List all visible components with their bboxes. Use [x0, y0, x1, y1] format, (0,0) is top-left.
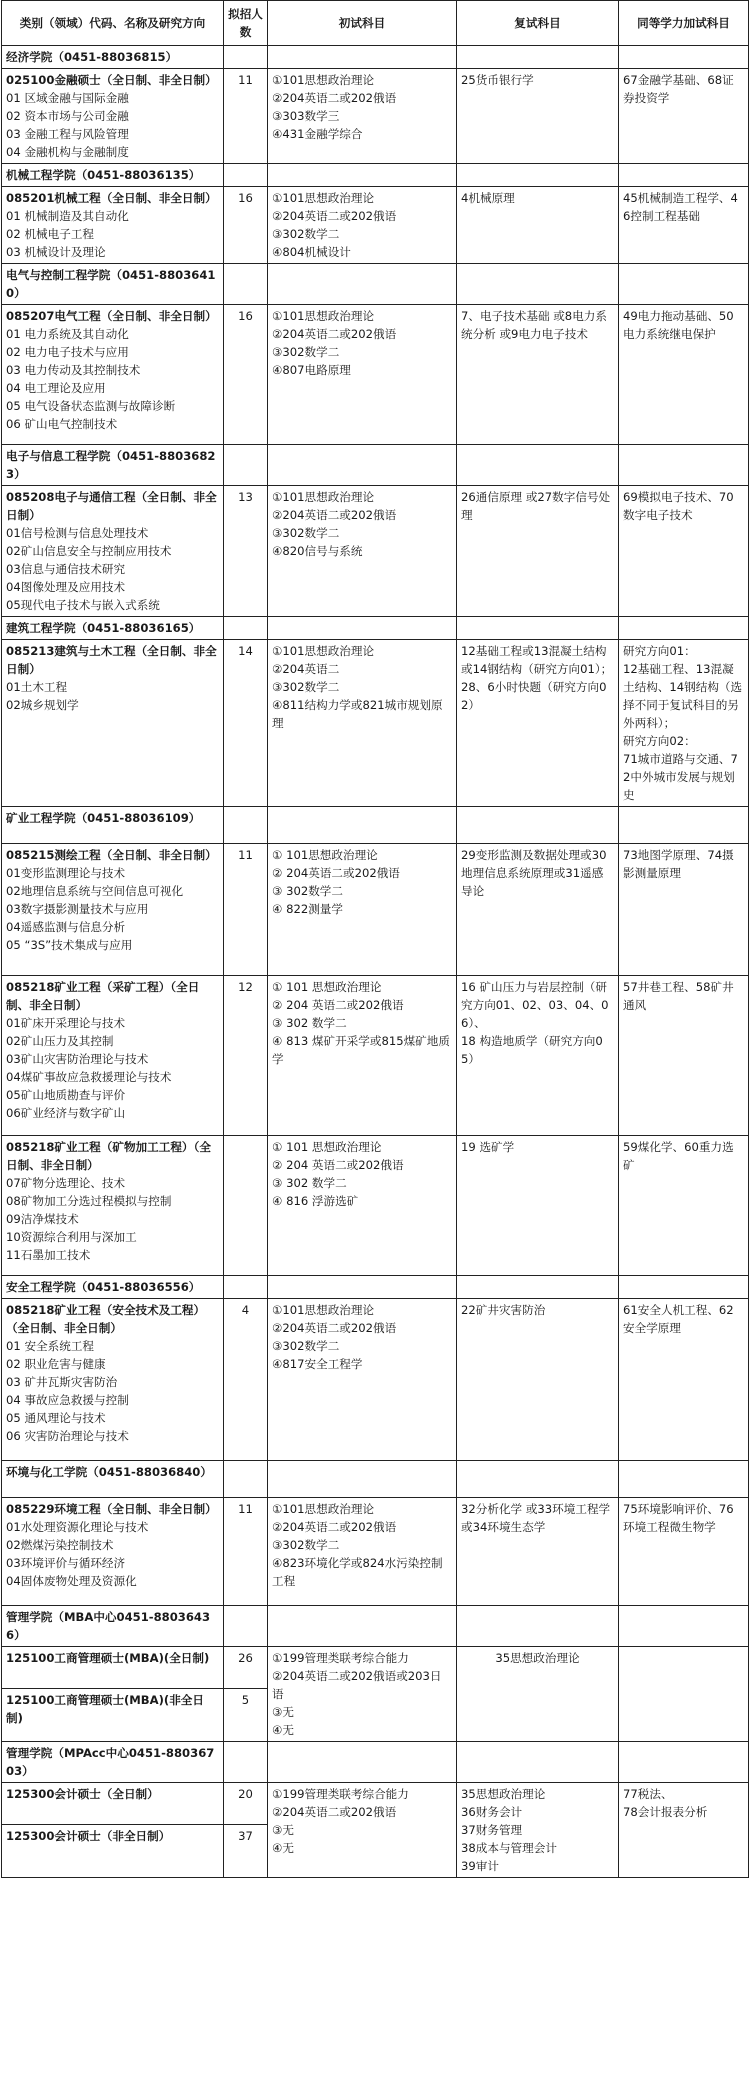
retest-cell: [457, 305, 619, 445]
extra-cell: [619, 640, 749, 807]
major-cell: [2, 640, 224, 807]
cell-line: 04固体废物处理及资源化: [6, 1574, 137, 1588]
retest-cell: [457, 976, 619, 1136]
major-cell: [2, 1136, 224, 1276]
cell-line: 01 电力系统及其自动化: [6, 327, 129, 341]
cell-line: ②204英语二或202俄语: [272, 327, 397, 341]
extra-cell: [619, 187, 749, 264]
major-row: [2, 1136, 749, 1276]
department-name: 电气与控制工程学院（0451-88036410）: [2, 264, 224, 305]
cell-line: 35思想政治理论: [495, 1651, 580, 1665]
cell-line: 08矿物加工分选过程模拟与控制: [6, 1194, 172, 1208]
cell-line: 37财务管理: [461, 1823, 523, 1837]
major-title: 085218矿业工程（安全技术及工程）（全日制、非全日制）: [6, 1303, 206, 1335]
quota-cell: 11: [224, 844, 268, 976]
quota-cell: 4: [224, 1299, 268, 1461]
cell-line: 67金融学基础、68证券投资学: [623, 73, 734, 105]
empty-cell: [268, 1461, 457, 1498]
cell-line: 03 矿井瓦斯灾害防治: [6, 1375, 118, 1389]
cell-line: 11石墨加工技术: [6, 1248, 91, 1262]
prelim-cell: [268, 486, 457, 617]
cell-line: 06 矿山电气控制技术: [6, 417, 118, 431]
cell-line: 02矿山压力及其控制: [6, 1034, 114, 1048]
empty-cell: [268, 164, 457, 187]
cell-line: 28、6小时快题（研究方向02）: [461, 680, 607, 712]
cell-line: ④820信号与系统: [272, 544, 363, 558]
extra-cell: [619, 1783, 749, 1878]
extra-cell: [619, 486, 749, 617]
cell-line: 61安全人机工程、62安全学原理: [623, 1303, 734, 1335]
major-title: 085208电子与通信工程（全日制、非全日制）: [6, 490, 217, 522]
cell-line: ④ 813 煤矿开采学或815煤矿地质学: [272, 1034, 450, 1066]
cell-line: 01土木工程: [6, 680, 68, 694]
prelim-cell: [268, 305, 457, 445]
empty-cell: [457, 1742, 619, 1783]
cell-line: ③302数学二: [272, 1538, 340, 1552]
department-row: [2, 445, 749, 486]
extra-cell: [619, 844, 749, 976]
quota-cell: 26: [224, 1647, 268, 1689]
cell-line: 04 金融机构与金融制度: [6, 145, 129, 159]
prelim-cell: [268, 1299, 457, 1461]
cell-line: 78会计报表分析: [623, 1805, 708, 1819]
cell-line: ④ 816 浮游选矿: [272, 1194, 359, 1208]
cell-line: 01变形监测理论与技术: [6, 866, 126, 880]
quota-cell: 14: [224, 640, 268, 807]
empty-cell: [268, 617, 457, 640]
cell-line: 59煤化学、60重力选矿: [623, 1140, 734, 1172]
cell-line: ③无: [272, 1705, 294, 1719]
major-row: [2, 69, 749, 164]
empty-cell: [619, 1461, 749, 1498]
quota-cell: 37: [224, 1824, 268, 1877]
major-title: 085229环境工程（全日制、非全日制）: [6, 1502, 217, 1516]
cell-line: 03 机械设计及理论: [6, 245, 106, 259]
cell-line: ②204英语二: [272, 662, 340, 676]
empty-cell: [619, 264, 749, 305]
retest-cell: [457, 844, 619, 976]
cell-line: ②204英语二或202俄语: [272, 1520, 397, 1534]
cell-line: 07矿物分选理论、技术: [6, 1176, 126, 1190]
major-cell: [2, 844, 224, 976]
empty-cell: [457, 445, 619, 486]
quota-cell: 11: [224, 1498, 268, 1606]
cell-line: ②204英语二或202俄语: [272, 91, 397, 105]
empty-cell: [224, 807, 268, 844]
empty-cell: [268, 1276, 457, 1299]
empty-cell: [224, 445, 268, 486]
cell-line: 06 灾害防治理论与技术: [6, 1429, 129, 1443]
major-title: 025100金融硕士（全日制、非全日制）: [6, 73, 217, 87]
department-name: 管理学院（MPAcc中心0451-88036703）: [2, 1742, 224, 1783]
cell-line: ③ 302数学二: [272, 884, 343, 898]
department-name: 电子与信息工程学院（0451-88036823）: [2, 445, 224, 486]
empty-cell: [224, 1606, 268, 1647]
prelim-cell: [268, 187, 457, 264]
cell-line: 04 电工理论及应用: [6, 381, 106, 395]
cell-line: ③302数学二: [272, 680, 340, 694]
empty-cell: [224, 264, 268, 305]
major-row: [2, 976, 749, 1136]
department-name: 建筑工程学院（0451-88036165）: [2, 617, 224, 640]
cell-line: 02 职业危害与健康: [6, 1357, 106, 1371]
cell-line: 10资源综合利用与深加工: [6, 1230, 137, 1244]
extra-cell: [619, 1299, 749, 1461]
empty-cell: [457, 264, 619, 305]
cell-line: 03 金融工程与风险管理: [6, 127, 129, 141]
cell-line: 38成本与管理会计: [461, 1841, 557, 1855]
cell-line: ④817安全工程学: [272, 1357, 363, 1371]
cell-line: 4机械原理: [461, 191, 515, 205]
cell-line: ② 204 英语二或202俄语: [272, 998, 404, 1012]
cell-line: 26通信原理 或27数字信号处理: [461, 490, 611, 522]
extra-cell: [619, 1647, 749, 1742]
cell-line: 研究方向02：: [623, 734, 696, 748]
empty-cell: [224, 1276, 268, 1299]
empty-cell: [619, 807, 749, 844]
empty-cell: [619, 1606, 749, 1647]
cell-line: 01 区域金融与国际金融: [6, 91, 129, 105]
cell-line: 01信号检测与信息处理技术: [6, 526, 149, 540]
cell-line: 29变形监测及数据处理或30地理信息系统原理或31遥感导论: [461, 848, 607, 898]
cell-line: 02 电力电子技术与应用: [6, 345, 129, 359]
department-row: [2, 617, 749, 640]
cell-line: 75环境影响评价、76环境工程微生物学: [623, 1502, 734, 1534]
major-cell: [2, 1299, 224, 1461]
major-row: [2, 640, 749, 807]
cell-line: 05现代电子技术与嵌入式系统: [6, 598, 160, 612]
prelim-cell: [268, 976, 457, 1136]
retest-cell: [457, 486, 619, 617]
cell-line: ①101思想政治理论: [272, 73, 375, 87]
cell-line: 02 机械电子工程: [6, 227, 95, 241]
cell-line: 49电力拖动基础、50电力系统继电保护: [623, 309, 734, 341]
empty-cell: [457, 1606, 619, 1647]
cell-line: 03数字摄影测量技术与应用: [6, 902, 149, 916]
header-quota: 拟招人数: [224, 1, 268, 46]
major-row: [2, 305, 749, 445]
cell-line: ④ 822测量学: [272, 902, 343, 916]
cell-line: ③303数学三: [272, 109, 340, 123]
major-row: [2, 1299, 749, 1461]
cell-line: 73地图学原理、74摄影测量原理: [623, 848, 734, 880]
prelim-cell: [268, 640, 457, 807]
major-cell: [2, 69, 224, 164]
cell-line: ①199管理类联考综合能力: [272, 1787, 409, 1801]
department-row: [2, 1742, 749, 1783]
major-cell: 125100工商管理硕士(MBA)(全日制): [2, 1647, 224, 1689]
retest-cell: [457, 1647, 619, 1742]
cell-line: ①101思想政治理论: [272, 490, 375, 504]
cell-line: 04图像处理及应用技术: [6, 580, 126, 594]
extra-cell: [619, 69, 749, 164]
cell-line: ④807电路原理: [272, 363, 351, 377]
empty-cell: [619, 164, 749, 187]
major-title: 085218矿业工程（矿物加工工程）（全日制、非全日制）: [6, 1140, 211, 1172]
mba-fulltime-row: [2, 1647, 749, 1689]
empty-cell: [224, 164, 268, 187]
empty-cell: [619, 1276, 749, 1299]
department-name: 管理学院（MBA中心0451-88036436）: [2, 1606, 224, 1647]
retest-cell: [457, 1498, 619, 1606]
empty-cell: [224, 617, 268, 640]
cell-line: ①101思想政治理论: [272, 644, 375, 658]
department-name: 机械工程学院（0451-88036135）: [2, 164, 224, 187]
header-category: 类别（领域）代码、名称及研究方向: [2, 1, 224, 46]
empty-cell: [268, 807, 457, 844]
prelim-cell: [268, 1136, 457, 1276]
major-row: [2, 1498, 749, 1606]
cell-line: 12基础工程或13混凝土结构或14钢结构（研究方向01）；: [461, 644, 613, 676]
major-cell: 125300会计硕士（全日制）: [2, 1783, 224, 1825]
cell-line: 04 事故应急救援与控制: [6, 1393, 129, 1407]
cell-line: 02矿山信息安全与控制应用技术: [6, 544, 172, 558]
header-extra: 同等学力加试科目: [619, 1, 749, 46]
extra-cell: [619, 305, 749, 445]
major-cell: [2, 187, 224, 264]
cell-line: 22矿井灾害防治: [461, 1303, 546, 1317]
cell-line: 18 构造地质学（研究方向05）: [461, 1034, 603, 1066]
cell-line: 研究方向01：: [623, 644, 696, 658]
cell-line: 71城市道路与交通、72中外城市发展与规划史: [623, 752, 738, 802]
quota-cell: 16: [224, 187, 268, 264]
empty-cell: [224, 46, 268, 69]
cell-line: ② 204 英语二或202俄语: [272, 1158, 404, 1172]
cell-line: 01 机械制造及其自动化: [6, 209, 129, 223]
empty-cell: [619, 617, 749, 640]
cell-line: 01矿床开采理论与技术: [6, 1016, 126, 1030]
quota-cell: 11: [224, 69, 268, 164]
department-name: 环境与化工学院（0451-88036840）: [2, 1461, 224, 1498]
prelim-cell: [268, 844, 457, 976]
department-row: [2, 1606, 749, 1647]
cell-line: ①101思想政治理论: [272, 191, 375, 205]
extra-cell: [619, 1498, 749, 1606]
major-cell: [2, 486, 224, 617]
major-cell: [2, 1498, 224, 1606]
cell-line: 19 选矿学: [461, 1140, 515, 1154]
empty-cell: [457, 1461, 619, 1498]
empty-cell: [457, 1276, 619, 1299]
empty-cell: [268, 46, 457, 69]
cell-line: 05 “3S”技术集成与应用: [6, 938, 133, 952]
cell-line: ④804机械设计: [272, 245, 351, 259]
cell-line: 39审计: [461, 1859, 499, 1873]
major-cell: [2, 305, 224, 445]
cell-line: ② 204英语二或202俄语: [272, 866, 400, 880]
major-cell: 125300会计硕士（非全日制）: [2, 1824, 224, 1877]
cell-line: 77税法、: [623, 1787, 673, 1801]
cell-line: 04遥感监测与信息分析: [6, 920, 126, 934]
cell-line: 16 矿山压力与岩层控制（研究方向01、02、03、04、06）、: [461, 980, 609, 1030]
cell-line: 02燃煤污染控制技术: [6, 1538, 114, 1552]
department-row: [2, 807, 749, 844]
retest-cell: [457, 187, 619, 264]
quota-cell: 5: [224, 1688, 268, 1741]
cell-line: ① 101 思想政治理论: [272, 1140, 382, 1154]
cell-line: 35思想政治理论: [461, 1787, 546, 1801]
empty-cell: [619, 445, 749, 486]
cell-line: ③302数学二: [272, 345, 340, 359]
cell-line: ③ 302 数学二: [272, 1176, 347, 1190]
cell-line: ③302数学二: [272, 526, 340, 540]
quota-cell: 16: [224, 305, 268, 445]
cell-line: 32分析化学 或33环境工程学 或34环境生态学: [461, 1502, 611, 1534]
retest-cell: [457, 1299, 619, 1461]
cell-line: ④811结构力学或821城市规划原理: [272, 698, 443, 730]
department-row: [2, 164, 749, 187]
major-title: 085207电气工程（全日制、非全日制）: [6, 309, 217, 323]
major-title: 085215测绘工程（全日制、非全日制）: [6, 848, 217, 862]
cell-line: ① 101 思想政治理论: [272, 980, 382, 994]
quota-cell: 20: [224, 1783, 268, 1825]
cell-line: ②204英语二或202俄语: [272, 508, 397, 522]
cell-line: 02 资本市场与公司金融: [6, 109, 129, 123]
cell-line: ④431金融学综合: [272, 127, 363, 141]
prelim-cell: [268, 1783, 457, 1878]
empty-cell: [224, 1461, 268, 1498]
cell-line: ③302数学二: [272, 1339, 340, 1353]
cell-line: 05 电气设备状态监测与故障诊断: [6, 399, 176, 413]
department-row: [2, 1461, 749, 1498]
cell-line: ④823环境化学或824水污染控制工程: [272, 1556, 443, 1588]
empty-cell: [619, 1742, 749, 1783]
cell-line: 05 通风理论与技术: [6, 1411, 106, 1425]
department-row: [2, 1276, 749, 1299]
major-row: [2, 187, 749, 264]
cell-line: 03矿山灾害防治理论与技术: [6, 1052, 149, 1066]
cell-line: 57井巷工程、58矿井通风: [623, 980, 734, 1012]
prelim-cell: [268, 69, 457, 164]
cell-line: 03信息与通信技术研究: [6, 562, 126, 576]
cell-line: ②204英语二或202俄语或203日语: [272, 1669, 442, 1701]
retest-cell: [457, 1136, 619, 1276]
quota-cell: 13: [224, 486, 268, 617]
header-prelim: 初试科目: [268, 1, 457, 46]
empty-cell: [457, 46, 619, 69]
cell-line: 02城乡规划学: [6, 698, 79, 712]
empty-cell: [268, 445, 457, 486]
cell-line: ②204英语二或202俄语: [272, 1805, 397, 1819]
cell-line: 04煤矿事故应急救援理论与技术: [6, 1070, 172, 1084]
extra-cell: [619, 1136, 749, 1276]
cell-line: 03环境评价与循环经济: [6, 1556, 126, 1570]
major-title: 085218矿业工程（采矿工程）（全日制、非全日制）: [6, 980, 200, 1012]
major-cell: 125100工商管理硕士(MBA)(非全日制): [2, 1688, 224, 1741]
cell-line: ① 101思想政治理论: [272, 848, 378, 862]
empty-cell: [457, 164, 619, 187]
quota-cell: 12: [224, 976, 268, 1136]
cell-line: 09洁净煤技术: [6, 1212, 79, 1226]
department-name: 安全工程学院（0451-88036556）: [2, 1276, 224, 1299]
table-header-row: [2, 1, 749, 46]
cell-line: ①199管理类联考综合能力: [272, 1651, 409, 1665]
table-body: [2, 46, 749, 1878]
cell-line: ②204英语二或202俄语: [272, 209, 397, 223]
mpacc-fulltime-row: [2, 1783, 749, 1825]
cell-line: ①101思想政治理论: [272, 1502, 375, 1516]
cell-line: ④无: [272, 1723, 294, 1737]
cell-line: ④无: [272, 1841, 294, 1855]
cell-line: 02地理信息系统与空间信息可视化: [6, 884, 184, 898]
prelim-cell: [268, 1647, 457, 1742]
empty-cell: [268, 1606, 457, 1647]
cell-line: ③ 302 数学二: [272, 1016, 347, 1030]
empty-cell: [224, 1742, 268, 1783]
major-title: 085213建筑与土木工程（全日制、非全日制）: [6, 644, 217, 676]
cell-line: 7、电子技术基础 或8电力系统分析 或9电力电子技术: [461, 309, 607, 341]
cell-line: 06矿业经济与数字矿山: [6, 1106, 126, 1120]
retest-cell: [457, 1783, 619, 1878]
cell-line: 03 电力传动及其控制技术: [6, 363, 141, 377]
department-row: [2, 264, 749, 305]
department-row: [2, 46, 749, 69]
empty-cell: [457, 617, 619, 640]
cell-line: 01 安全系统工程: [6, 1339, 95, 1353]
empty-cell: [268, 1742, 457, 1783]
department-name: 经济学院（0451-88036815）: [2, 46, 224, 69]
prelim-cell: [268, 1498, 457, 1606]
cell-line: 69模拟电子技术、70数字电子技术: [623, 490, 734, 522]
empty-cell: [268, 264, 457, 305]
retest-cell: [457, 69, 619, 164]
cell-line: 01水处理资源化理论与技术: [6, 1520, 149, 1534]
cell-line: ①101思想政治理论: [272, 1303, 375, 1317]
admission-table: [1, 0, 749, 1878]
quota-cell: [224, 1136, 268, 1276]
empty-cell: [619, 46, 749, 69]
cell-line: 45机械制造工程学、46控制工程基础: [623, 191, 738, 223]
major-row: [2, 486, 749, 617]
cell-line: 25货币银行学: [461, 73, 534, 87]
major-cell: [2, 976, 224, 1136]
cell-line: ②204英语二或202俄语: [272, 1321, 397, 1335]
department-name: 矿业工程学院（0451-88036109）: [2, 807, 224, 844]
major-title: 085201机械工程（全日制、非全日制）: [6, 191, 217, 205]
retest-cell: [457, 640, 619, 807]
cell-line: ①101思想政治理论: [272, 309, 375, 323]
cell-line: 12基础工程、13混凝土结构、14钢结构（选择不同于复试科目的另外两科）；: [623, 662, 743, 730]
major-row: [2, 844, 749, 976]
cell-line: 05矿山地质勘查与评价: [6, 1088, 126, 1102]
cell-line: 36财务会计: [461, 1805, 523, 1819]
cell-line: ③302数学二: [272, 227, 340, 241]
header-retest: 复试科目: [457, 1, 619, 46]
empty-cell: [457, 807, 619, 844]
extra-cell: [619, 976, 749, 1136]
cell-line: ③无: [272, 1823, 294, 1837]
